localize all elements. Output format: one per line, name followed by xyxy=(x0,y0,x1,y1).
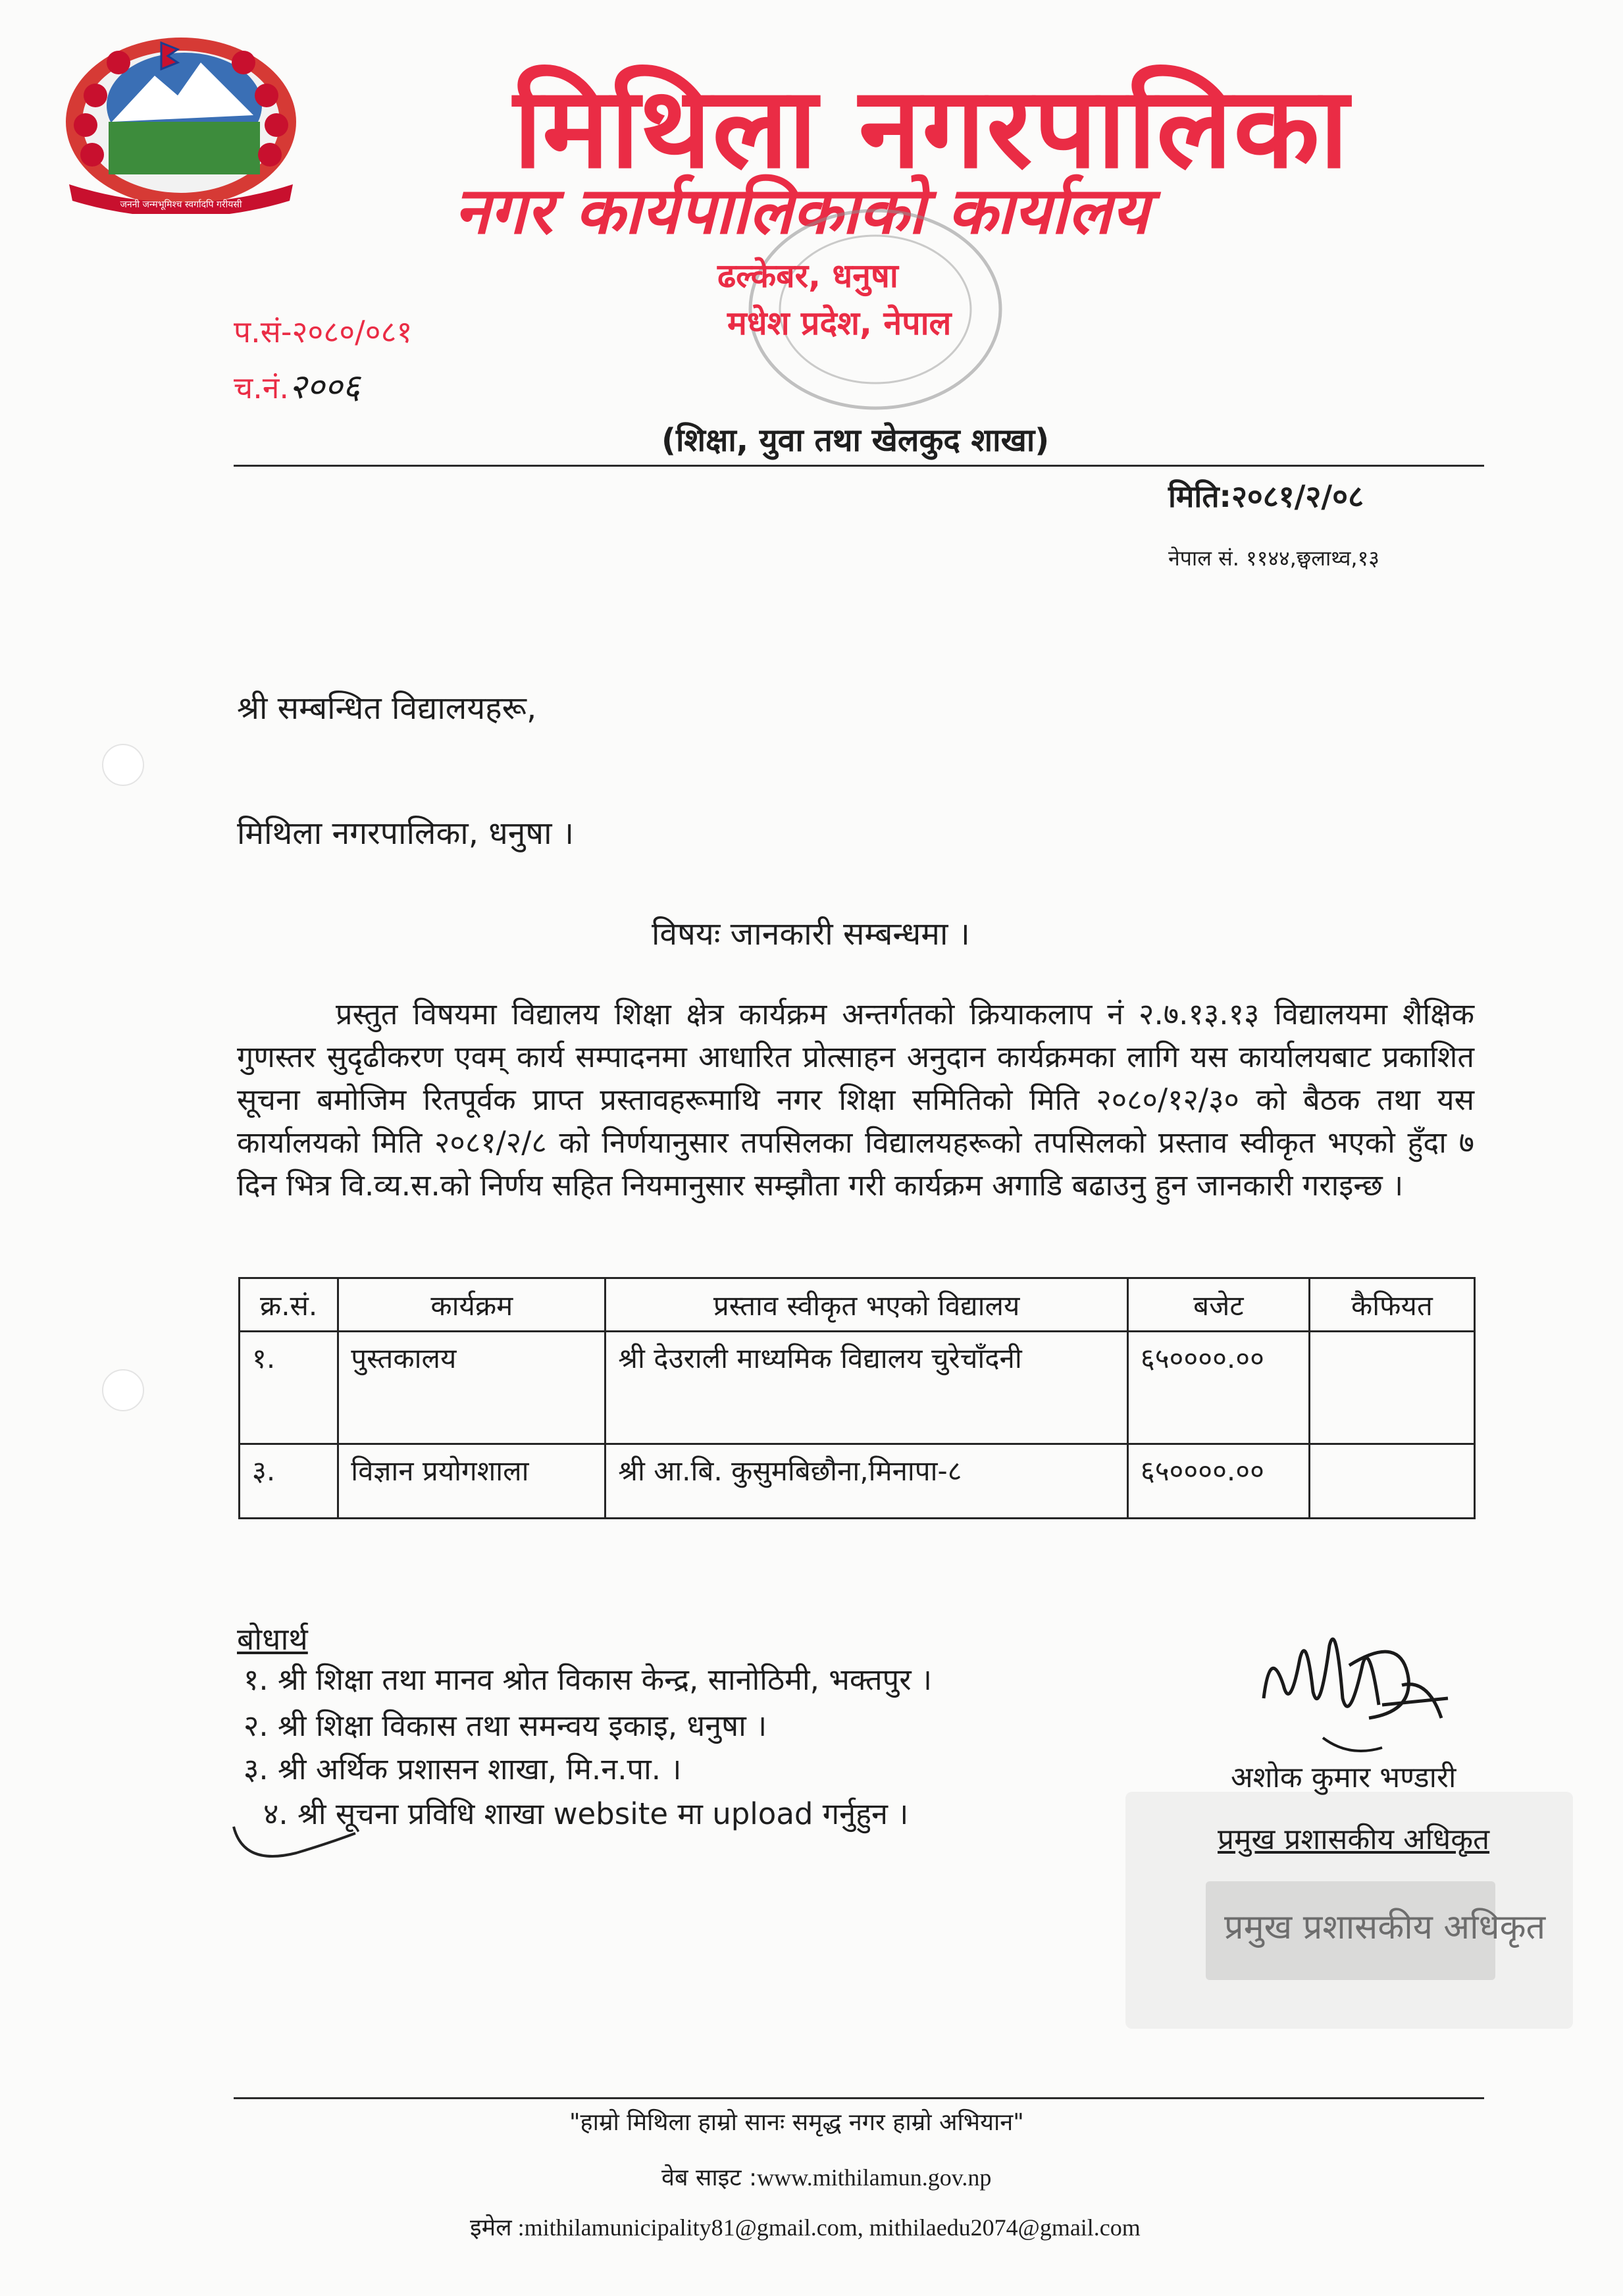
cell-serial: १. xyxy=(240,1332,338,1444)
address-line-1: ढल्केबर, धनुषा xyxy=(717,257,898,295)
reference-number: प.सं-२०८०/०८१ xyxy=(234,314,413,350)
salutation: श्री सम्बन्धित विद्यालयहरू, xyxy=(237,690,537,727)
cell-serial: ३. xyxy=(240,1444,338,1519)
punch-hole xyxy=(102,1369,144,1411)
cell-budget: ६५००००.०० xyxy=(1127,1444,1309,1519)
punch-hole xyxy=(102,744,144,786)
col-remarks: कैफियत xyxy=(1309,1278,1474,1332)
dispatch-value: २००६ xyxy=(288,367,361,407)
approval-table xyxy=(238,1277,1476,1519)
website-label: वेब साइट : xyxy=(661,2164,758,2191)
footer-email xyxy=(470,2210,1141,2243)
letter-subject: विषयः जानकारी सम्बन्धमा । xyxy=(652,916,970,952)
emblem-motto: जननी जन्मभूमिश्च स्वर्गादपि गरीयसी xyxy=(120,199,242,210)
stamp-text: प्रमुख प्रशासकीय अधिकृत xyxy=(1224,1908,1546,1947)
footer-website xyxy=(661,2160,991,2193)
header-divider xyxy=(234,465,1484,467)
footer-divider xyxy=(234,2097,1484,2099)
cc-title: बोधार्थ xyxy=(237,1621,308,1657)
email-label: इमेल : xyxy=(470,2214,525,2241)
address-line-2: मधेश प्रदेश, नेपाल xyxy=(727,304,952,342)
table-row xyxy=(240,1444,1475,1519)
table-row xyxy=(240,1332,1475,1444)
col-school: प्रस्ताव स्वीकृत भएको विद्यालय xyxy=(605,1278,1128,1332)
cc-item: १. श्री शिक्षा तथा मानव श्रोत विकास केन्द्र, सानोठिमी, भक्तपुर । xyxy=(244,1662,932,1697)
dispatch-number xyxy=(234,362,360,409)
cc-item: ४. श्री सूचना प्रविधि शाखा website मा upload गर्नुहुन । xyxy=(263,1796,909,1831)
cell-remarks xyxy=(1309,1444,1474,1519)
branch-name: (शिक्षा, युवा तथा खेलकुद शाखा) xyxy=(661,422,1050,459)
cell-budget: ६५००००.०० xyxy=(1127,1332,1309,1444)
table-header-row xyxy=(240,1278,1475,1332)
nepal-sambat-date: नेपाल सं. ११४४,छ्वलाथ्व,१३ xyxy=(1168,546,1379,571)
cell-program: पुस्तकालय xyxy=(338,1332,605,1444)
website-url[interactable]: www.mithilamun.gov.np xyxy=(757,2164,992,2191)
cc-item: ३. श्री अर्थिक प्रशासन शाखा, मि.न.पा. । xyxy=(244,1752,682,1787)
office-name: नगर कार्यपालिकाको कार्यालय xyxy=(454,174,1149,249)
email-addresses[interactable]: mithilamunicipality81@gmail.com, mithilaedu2074@gmail.com xyxy=(524,2214,1141,2241)
recipient-address: मिथिला नगरपालिका, धनुषा । xyxy=(237,815,575,852)
signature-icon xyxy=(1250,1606,1461,1764)
municipality-name: मिथिला नगरपालिका xyxy=(513,63,1350,194)
nepal-emblem-icon xyxy=(56,23,306,214)
pen-mark-icon xyxy=(230,1807,362,1866)
signer-name: अशोक कुमार भण्डारी xyxy=(1231,1761,1456,1794)
body-paragraph: प्रस्तुत विषयमा विद्यालय शिक्षा क्षेत्र कार्यक्रम अन्तर्गतको क्रियाकलाप नं २.७.१३.१३ विद्यालयमा शैक्षिक गुणस्तर सुदृढीकरण एवम् कार्य सम्पादनमा आधारित प्रोत्साहन अनुदान कार्यक्रमका लागि यस कार्यालयबाट प्रकाशित सूचना बमोजिम रितपूर्वक प्राप्त प्रस्तावहरूमाथि नगर शिक्षा समितिको मिति २०८०/१२/३० को बैठक तथा यस कार्यालयको मिति २०८१/२/८ को निर्णयानुसार तपसिलका विद्यालयहरूको तपसिलको प्रस्ताव स्वीकृत भएको हुँदा ७ दिन भित्र वि.व्य.स.को निर्णय सहित नियमानुसार सम्झौता गरी कार्यक्रम अगाडि बढाउनु हुन जानकारी गराइन्छ । xyxy=(237,997,1474,1203)
cell-school: श्री आ.बि. कुसुमबिछौना,मिनापा-८ xyxy=(605,1444,1128,1519)
letter-date: मिति:२०८१/२/०८ xyxy=(1168,479,1364,514)
cell-remarks xyxy=(1309,1332,1474,1444)
letter-body xyxy=(237,993,1474,1207)
cell-program: विज्ञान प्रयोगशाला xyxy=(338,1444,605,1519)
footer-slogan: "हाम्रो मिथिला हाम्रो सानः समृद्ध नगर हाम्रो अभियान" xyxy=(569,2109,1024,2136)
col-program: कार्यक्रम xyxy=(338,1278,605,1332)
dispatch-label: च.नं. xyxy=(234,370,289,405)
signer-title: प्रमुख प्रशासकीय अधिकृत xyxy=(1218,1823,1490,1856)
col-serial: क्र.सं. xyxy=(240,1278,338,1332)
col-budget: बजेट xyxy=(1127,1278,1309,1332)
cell-school: श्री देउराली माध्यमिक विद्यालय चुरेचाँदनी xyxy=(605,1332,1128,1444)
cc-item: २. श्री शिक्षा विकास तथा समन्वय इकाइ, धनुषा । xyxy=(244,1708,767,1743)
